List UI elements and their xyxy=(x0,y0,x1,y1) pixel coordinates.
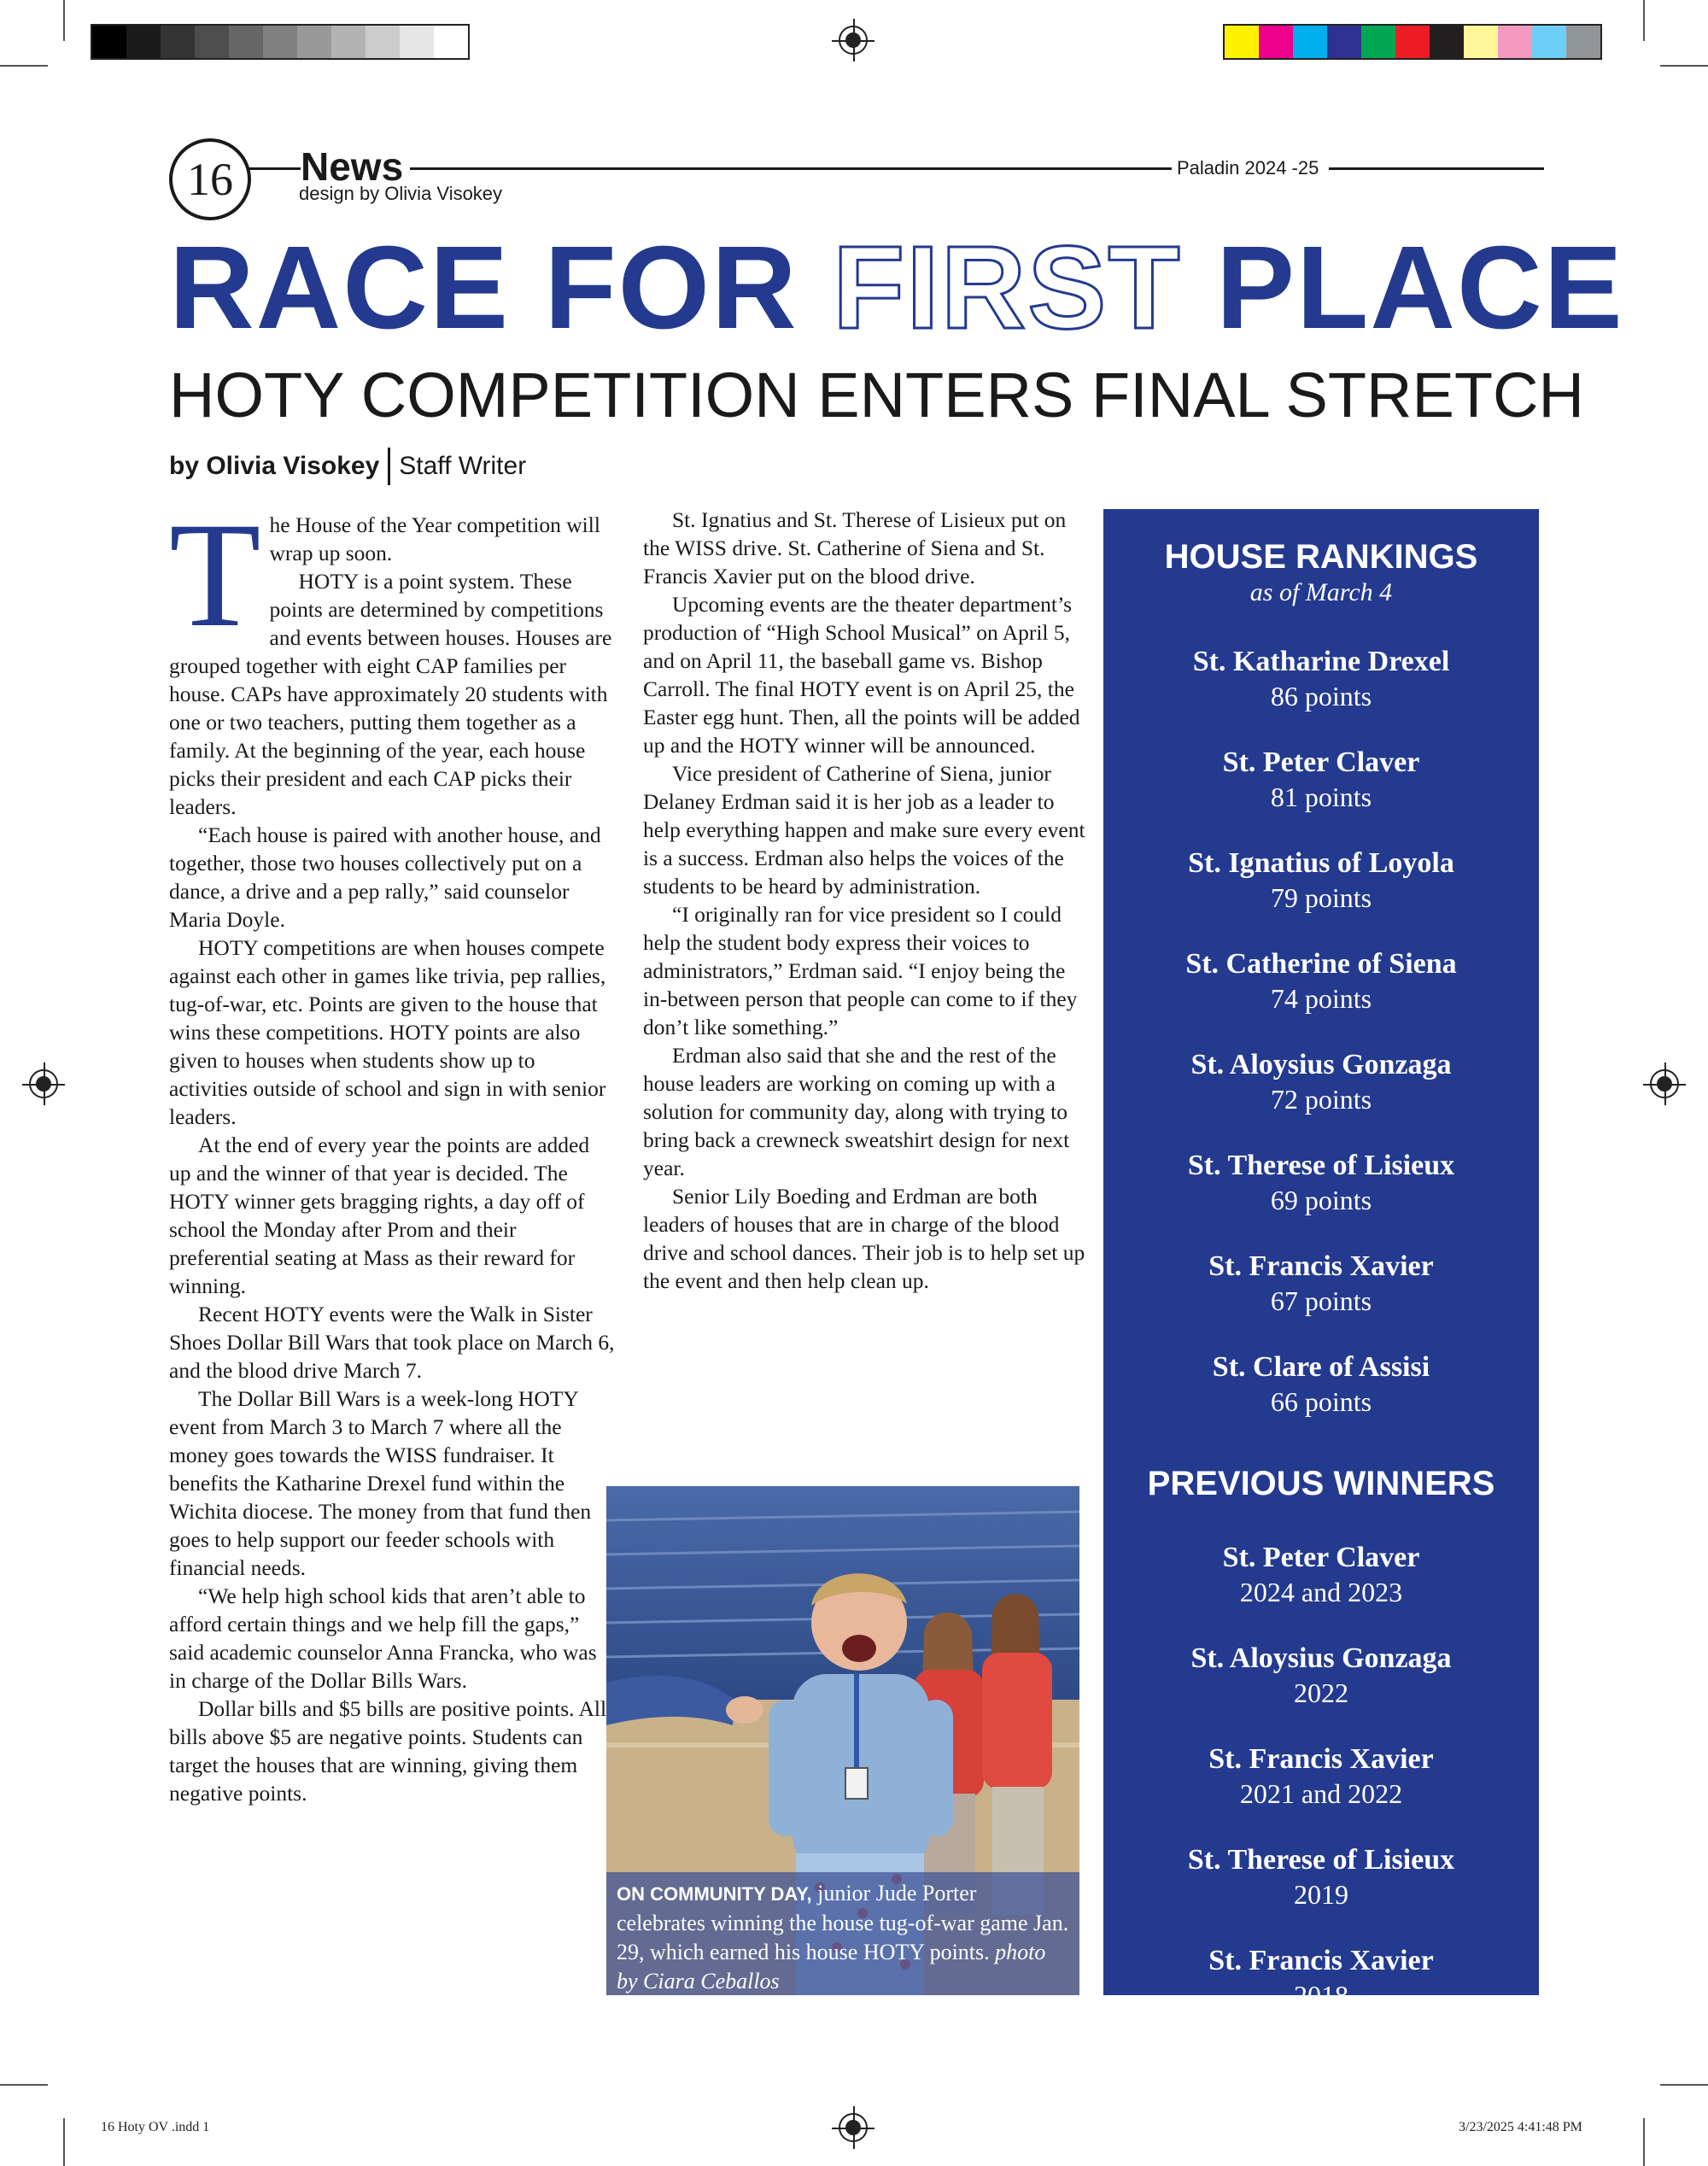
registration-mark-icon xyxy=(1650,1069,1679,1098)
ranking-points: 74 points xyxy=(1270,983,1372,1014)
header-rule xyxy=(1329,167,1544,170)
winner-years: 2022 xyxy=(1294,1677,1348,1708)
byline xyxy=(169,448,526,485)
ranking-entry xyxy=(1103,947,1539,1016)
crop-mark xyxy=(1643,2118,1645,2166)
cmyk-color-bar xyxy=(1223,24,1602,60)
ranking-points: 72 points xyxy=(1270,1084,1372,1115)
article-paragraph: Erdman also said that she and the rest of the house leaders are working on coming up with a solution for community day, along with trying to bring back a crewneck sweatshirt design for next year. xyxy=(643,1043,1070,1180)
color-swatch xyxy=(297,26,331,58)
crop-mark xyxy=(63,0,65,41)
color-swatch xyxy=(229,26,263,58)
winner-years: 2024 and 2023 xyxy=(1239,1577,1403,1607)
crop-mark xyxy=(1643,0,1645,41)
winner-entry xyxy=(1103,1843,1539,1911)
article-paragraph: “Each house is paired with another house, and together, those two houses collectively put on a dance, a drive and a pep rally,” said counselor Maria Doyle. xyxy=(169,822,601,932)
article-paragraph: HOTY competitions are when houses compete against each other in games like trivia, pep rallies, tug-of-war, etc. Points are given to the house that wins these competitions. HOTY points are also given to houses when students show up to activities outside of school and sign in with senior leaders. xyxy=(169,935,606,1129)
color-swatch xyxy=(1293,26,1327,58)
winner-house: St. Therese of Lisieux xyxy=(1187,1844,1455,1876)
headline-part: RACE FOR xyxy=(169,222,833,354)
ranking-points: 86 points xyxy=(1270,681,1372,711)
article-paragraph: St. Ignatius and St. Therese of Lisieux put on the WISS drive. St. Catherine of Siena and St. Francis Xavier put on the blood drive. xyxy=(643,507,1067,588)
page-number: 16 xyxy=(169,138,251,220)
article-paragraph: “We help high school kids that aren’t able to afford certain things and we help fill the gaps,” said academic counselor Anna Francka, who was in charge of the Dollar Bills Wars. xyxy=(169,1584,597,1693)
color-swatch xyxy=(161,26,195,58)
rankings-list xyxy=(1103,645,1539,1419)
article-paragraph: Recent HOTY events were the Walk in Sister Shoes Dollar Bill Wars that took place on March 6, and the blood drive March 7. xyxy=(169,1302,615,1383)
subheadline: HOTY COMPETITION ENTERS FINAL STRETCH xyxy=(169,360,1584,430)
crop-mark xyxy=(1660,65,1708,67)
ranking-house: St. Peter Claver xyxy=(1222,746,1420,778)
designer-credit: design by Olivia Visokey xyxy=(299,183,503,204)
winner-house: St. Francis Xavier xyxy=(1208,1743,1434,1775)
color-swatch xyxy=(331,26,366,58)
color-swatch xyxy=(1566,26,1600,58)
photo-caption xyxy=(606,1872,1079,1995)
ranking-house: St. Katharine Drexel xyxy=(1192,646,1450,677)
winner-entry xyxy=(1103,1944,1539,2012)
ranking-entry xyxy=(1103,1149,1539,1217)
article-paragraph: Vice president of Catherine of Siena, junior Delaney Erdman said it is her job as a leader to help everything happen and make sure every event is a success. Erdman also helps the voices of the students to be heard by administration. xyxy=(643,761,1085,899)
drop-cap: T xyxy=(169,492,261,659)
winner-years: 2018 xyxy=(1294,1980,1348,2011)
crop-mark xyxy=(0,2084,48,2086)
registration-mark-icon xyxy=(839,26,868,55)
winner-years: 2021 and 2022 xyxy=(1239,1778,1403,1809)
color-swatch xyxy=(195,26,229,58)
ranking-points: 81 points xyxy=(1270,782,1372,812)
registration-mark-icon xyxy=(839,2113,868,2142)
rankings-date: as of March 4 xyxy=(1249,578,1393,606)
ranking-house: St. Catherine of Siena xyxy=(1185,948,1457,980)
color-swatch xyxy=(434,26,468,58)
rankings-title: HOUSE RANKINGS xyxy=(1164,538,1478,576)
headline-part: PLACE xyxy=(1181,222,1624,354)
timestamp-slug: 3/23/2025 4:41:48 PM xyxy=(1459,2120,1582,2134)
winner-house: St. Peter Claver xyxy=(1222,1542,1420,1573)
color-swatch xyxy=(1532,26,1566,58)
ranking-entry xyxy=(1103,746,1539,814)
color-swatch xyxy=(1259,26,1293,58)
caption-lead: ON COMMUNITY DAY, xyxy=(617,1883,812,1905)
ranking-entry xyxy=(1103,846,1539,915)
color-swatch xyxy=(92,26,126,58)
headline xyxy=(169,222,1624,354)
publication-label: Paladin 2024 -25 xyxy=(1172,157,1324,179)
article-paragraph: Senior Lily Boeding and Erdman are both leaders of houses that are in charge of the blood drive and school dances. Their job is to help set up the event and then help clean up. xyxy=(643,1184,1085,1293)
crop-mark xyxy=(1660,2084,1708,2086)
ranking-entry xyxy=(1103,1250,1539,1318)
article-paragraph: At the end of every year the points are added up and the winner of that year is decided. The HOTY winner gets bragging rights, a day off of school the Monday after Prom and their preferential seating at Mass as their reward for winning. xyxy=(169,1133,590,1298)
ranking-points: 66 points xyxy=(1270,1386,1372,1417)
crop-mark xyxy=(63,2118,65,2166)
section-label: News xyxy=(301,143,410,190)
winners-title: PREVIOUS WINNERS xyxy=(1147,1465,1495,1502)
ranking-house: St. Francis Xavier xyxy=(1208,1250,1434,1282)
winner-house: St. Aloysius Gonzaga xyxy=(1190,1642,1452,1674)
winner-house: St. Francis Xavier xyxy=(1208,1945,1434,1976)
ranking-entry xyxy=(1103,645,1539,713)
winner-entry xyxy=(1103,1642,1539,1710)
color-swatch xyxy=(126,26,161,58)
winner-entry xyxy=(1103,1541,1539,1609)
color-swatch xyxy=(1361,26,1395,58)
article-column-1 xyxy=(169,492,615,1807)
author-role: Staff Writer xyxy=(399,452,527,480)
ranking-house: St. Clare of Assisi xyxy=(1212,1351,1430,1383)
winner-years: 2019 xyxy=(1294,1879,1348,1910)
article-paragraph: HOTY is a point system. These points are determined by competitions and events between houses. Houses are grouped together with eight CAP families per house. CAPs have approximately 20 students with one or two teachers, putting them together as a family. At the beginning of the year, each house picks their president and each CAP picks their leaders. xyxy=(169,569,612,819)
article-paragraph: he House of the Year competition will wrap up soon. xyxy=(269,512,600,565)
ranking-house: St. Aloysius Gonzaga xyxy=(1190,1049,1452,1080)
author-name: by Olivia Visokey xyxy=(169,452,380,480)
color-swatch xyxy=(263,26,297,58)
winners-list xyxy=(1103,1541,1539,2012)
ranking-points: 69 points xyxy=(1270,1185,1372,1215)
article-paragraph: The Dollar Bill Wars is a week-long HOTY event from March 3 to March 7 where all the money goes towards the WISS fundraiser. It benefits the Katharine Drexel fund within the Wichita diocese. The money from that fund then goes to help support our feeder schools with financial needs. xyxy=(169,1386,592,1580)
ranking-house: St. Therese of Lisieux xyxy=(1187,1150,1455,1181)
color-swatch xyxy=(1327,26,1361,58)
color-swatch xyxy=(366,26,400,58)
headline-outlined-word: FIRST xyxy=(833,222,1182,354)
crop-mark xyxy=(0,65,48,67)
color-swatch xyxy=(1430,26,1464,58)
byline-divider xyxy=(388,448,390,485)
color-swatch xyxy=(400,26,434,58)
ranking-house: St. Ignatius of Loyola xyxy=(1188,847,1454,879)
winner-entry xyxy=(1103,1742,1539,1811)
registration-mark-icon xyxy=(29,1069,58,1098)
color-swatch xyxy=(1464,26,1498,58)
grayscale-color-bar xyxy=(91,24,470,60)
file-slug: 16 Hoty OV .indd 1 xyxy=(101,2120,210,2134)
color-swatch xyxy=(1498,26,1532,58)
color-swatch xyxy=(1395,26,1430,58)
color-swatch xyxy=(1225,26,1259,58)
rankings-sidebar xyxy=(1103,509,1539,2011)
caption-text: junior Jude Porter celebrates winning the house tug-of-war game Jan. 29, which earned his house HOTY points. xyxy=(617,1881,1069,1964)
article-paragraph: “I originally ran for vice president so I could help the student body express their voices to administrators,” Erdman said. “I enjoy being the in-between person that people can come to if they don’t like something.” xyxy=(643,902,1078,1039)
ranking-points: 67 points xyxy=(1270,1285,1372,1316)
article-column-2 xyxy=(643,506,1089,1295)
ranking-points: 79 points xyxy=(1270,882,1372,913)
article-paragraph: Upcoming events are the theater department’s production of “High School Musical” on April 5, and on April 11, the baseball game vs. Bishop Carroll. The final HOTY event is on April 25, the Easter egg hunt. Then, all the points will be added up and the HOTY winner will be announced. xyxy=(643,592,1080,758)
ranking-entry xyxy=(1103,1350,1539,1419)
article-paragraph: Dollar bills and $5 bills are positive points. All bills above $5 are negative points. Students can target the houses that are winning, giving them negative points. xyxy=(169,1696,607,1806)
ranking-entry xyxy=(1103,1048,1539,1116)
photo-credit: photo by Ciara Ceballos xyxy=(617,1940,1046,1993)
